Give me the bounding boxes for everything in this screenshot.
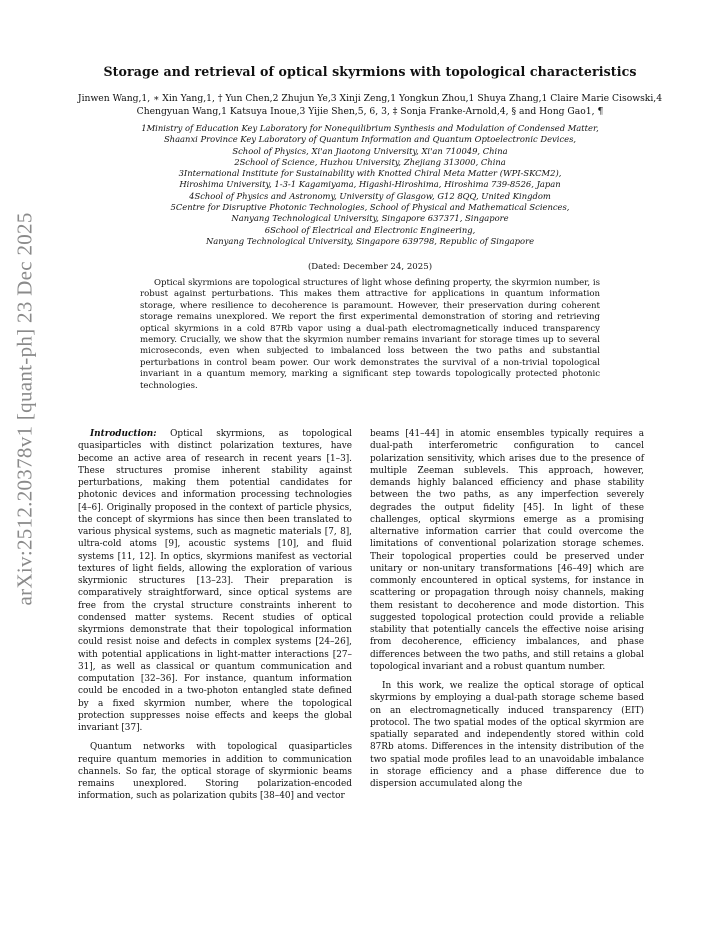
affiliation-line: 2School of Science, Huzhou University, Zhejiang 313000, China bbox=[234, 156, 506, 167]
intro-paragraph bbox=[78, 428, 352, 734]
paper-title: Storage and retrieval of optical skyrmions with topological characteristics bbox=[103, 64, 637, 79]
affiliation-line: 4School of Physics and Astronomy, University of Glasgow, G12 8QQ, United Kingdom bbox=[189, 190, 551, 201]
affiliation-line: School of Physics, Xi'an Jiaotong University, Xi'an 710049, China bbox=[232, 145, 508, 156]
author-list: Jinwen Wang,1, ∗ Xin Yang,1, † Yun Chen,2 Zhujun Ye,3 Xinji Zeng,1 Yongkun Zhou,1 Shuya Zhang,1 Claire Marie Cisowski,4 Chengyuan Wang,1 Katsuya Inoue,3 Yijie Shen,5, 6, 3, ‡ Sonja Franke-Arnold,4, § and Hong Gao1, ¶ bbox=[77, 93, 663, 117]
left-column bbox=[78, 428, 352, 803]
paragraph: Quantum networks with topological quasiparticles require quantum memories in addition to communication channels. So far, the optical storage of skyrmionic beams remains unexplored. Storing polarization-encoded information, such as polarization qubits [38–40] and vector bbox=[78, 742, 352, 802]
affiliation-line: Hiroshima University, 1-3-1 Kagamiyama, Higashi-Hiroshima, Hiroshima 739-8526, Japan bbox=[179, 179, 561, 190]
affiliation-line: 6School of Electrical and Electronic Engineering, bbox=[264, 224, 476, 235]
paragraph: In this work, we realize the optical storage of optical skyrmions by employing a dual-path storage scheme based on an electromagnetically induced transparency (EIT) protocol. The two spatial modes of the optical skyrmion are spatially separated and independently stored within cold 87Rb atoms. Differences in the intensity distribution of the two spatial mode profiles lead to an unavoidable imbalance in storage efficiency and a phase difference due to dispersion accumulated along the bbox=[370, 681, 644, 789]
affiliation-line: 5Centre for Disruptive Photonic Technologies, School of Physical and Mathematical Sciences, bbox=[170, 202, 570, 213]
section-lead: Introduction: bbox=[90, 429, 157, 439]
affiliation-line: 1Ministry of Education Key Laboratory for Nonequilibrium Synthesis and Modulation of Condensed Matter, bbox=[141, 123, 599, 133]
abstract: Optical skyrmions are topological structures of light whose defining property, the skyrmion number, is robust against perturbations. This makes them attractive for applications in quantum information storage, where resilience to decoherence is paramount. However, their preservation during coherent storage remains unexplored. We report the first experimental demonstration of storing and retrieving optical skyrmions in a cold 87Rb vapor using a dual-path electromagnetically induced transparency memory. Crucially, we show that the skyrmion number remains invariant for storage times up to several microseconds, even when subjected to imbalanced loss between the two paths and substantial perturbations in control beam power. Our work demonstrates the survival of a non-trivial topological invariant in a quantum memory, marking a significant step towards topologically protected photonic technologies. bbox=[140, 278, 600, 391]
paragraph-text: Optical skyrmions, as topological quasiparticles with distinct polarization textures, have become an active area of research in recent years [1–3]. These structures promise inherent stability against perturbations, making them potential candidates for photonic devices and information processing technologies [4–6]. Originally proposed in the context of particle physics, the concept of skyrmions has since then been translated to various physical systems, such as magnetic materials [7, 8], ultra-cold atoms [9], acoustic systems [10], and fluid systems [11, 12]. In optics, skyrmions manifest as vectorial textures of light fields, allowing the exploration of various skyrmionic structures [13–23]. Their preparation is comparatively straightforward, since optical systems are free from the crystal structure constraints inherent to condensed matter systems. Recent studies of optical skyrmions demonstrate that their topological information could resist noise and defects in complex systems [24–26], with potential applications in light-matter interactions [27–31], as well as classical or quantum communication and computation [32–36]. For instance, quantum information could be encoded in a two-photon entangled state defined by a fixed skyrmion number, where the topological protection suppresses noise effects and keeps the global invariant [37]. bbox=[78, 429, 352, 733]
affiliations bbox=[66, 123, 674, 247]
paragraph: beams [41–44] in atomic ensembles typically requires a dual-path interferometric configuration to cancel polarization sensitivity, which arises due to the presence of multiple Zeeman sublevels. This approach, however, demands highly balanced efficiency and phase stability between the two paths, as any imperfection severely degrades the output fidelity [45]. In light of these challenges, optical skyrmions emerge as a promising alternative information carrier that could overcome the limitations of conventional polarization storage schemes. Their topological properties could be preserved under unitary or non-unitary transformations [46–49] which are commonly encountered in optical systems, for instance in scattering or propagation through noisy channels, making them resistant to decoherence and mode distortion. This suggested topological protection could provide a reliable stability that potentially cancels the effective noise arising from decoherence, efficiency imbalances, and phase differences between the two paths, and still retains a global topological invariant and a robust quantum number. bbox=[370, 429, 644, 672]
date-line: (Dated: December 24, 2025) bbox=[307, 262, 433, 272]
affiliation-line: Nanyang Technological University, Singapore 639798, Republic of Singapore bbox=[205, 235, 535, 246]
affiliation-line: Nanyang Technological University, Singapore 637371, Singapore bbox=[231, 213, 509, 224]
affiliation-line: Shaanxi Province Key Laboratory of Quantum Information and Quantum Optoelectronic Devices, bbox=[163, 134, 577, 145]
arxiv-identifier-stamp: arXiv:2512.20378v1 [quant-ph] 23 Dec 2025 bbox=[12, 212, 37, 606]
right-column bbox=[370, 428, 644, 790]
affiliation-line: 3International Institute for Sustainability with Knotted Chiral Meta Matter (WPI-SKCM2), bbox=[178, 168, 562, 179]
